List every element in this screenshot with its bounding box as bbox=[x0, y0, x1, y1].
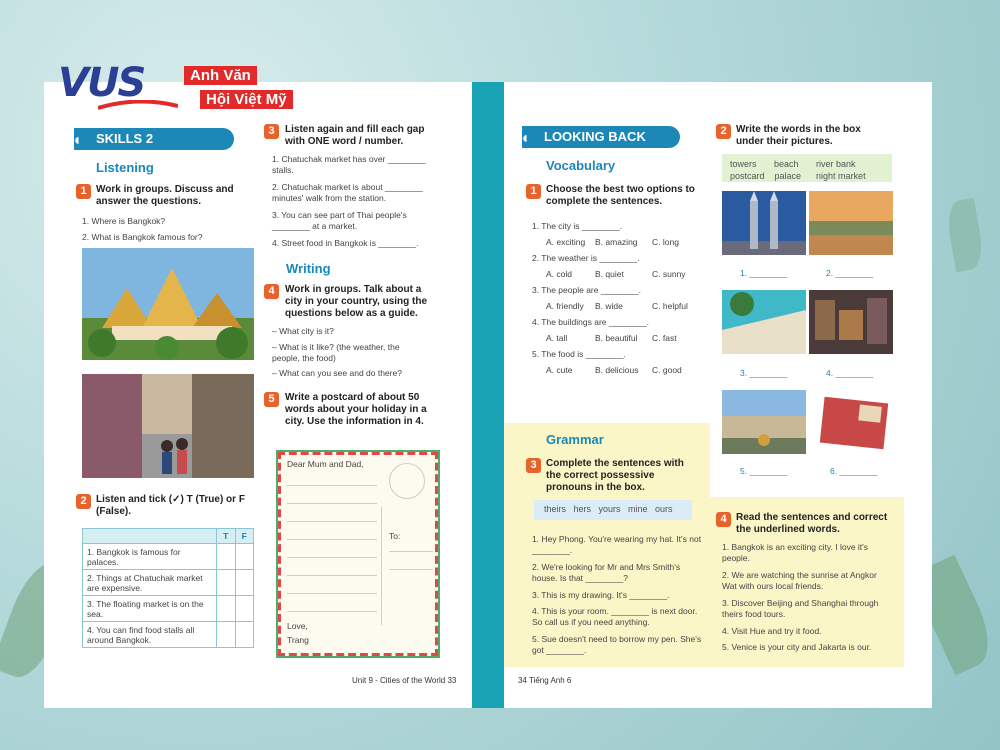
guide-question: – What can you see and do there? bbox=[272, 368, 402, 378]
picture-label: 3. ________ bbox=[740, 368, 788, 378]
night-market-photo bbox=[809, 290, 893, 354]
tick-cell[interactable] bbox=[235, 622, 254, 648]
task-number: 5 bbox=[264, 392, 279, 407]
table-row bbox=[83, 622, 254, 648]
picture-label: 2. ________ bbox=[826, 268, 874, 278]
correction-item: 1. Bangkok is an exciting city. I love it's people. bbox=[722, 542, 869, 563]
postcard-closing: Love, bbox=[287, 621, 308, 631]
task-instruction: Read the sentences and correct the underlined words. bbox=[736, 512, 888, 535]
guide-question: – What city is it? bbox=[272, 326, 334, 336]
answer-option[interactable]: C. helpful bbox=[652, 301, 688, 311]
answer-option[interactable]: B. wide bbox=[595, 301, 623, 311]
vocab-question: 3. The people are ________. bbox=[532, 285, 642, 295]
answer-option[interactable]: C. long bbox=[652, 237, 679, 247]
answer-option[interactable]: A. tall bbox=[546, 333, 568, 343]
write-line bbox=[287, 503, 377, 504]
logo-brand: VUS bbox=[58, 60, 145, 106]
grammar-item: 2. We're looking for Mr and Mrs Smith's house. Is that ________? bbox=[532, 562, 681, 583]
looking-back-banner bbox=[522, 126, 680, 148]
palace-small-photo bbox=[722, 390, 806, 454]
gap-fill-item: 4. Street food in Bangkok is ________. bbox=[272, 238, 419, 248]
statement: 2. Things at Chatuchak market are expensive. bbox=[83, 570, 217, 596]
tick-cell[interactable] bbox=[217, 622, 236, 648]
book-spine bbox=[472, 82, 504, 708]
task-instruction: Work in groups. Discuss and answer the questions. bbox=[96, 184, 234, 207]
tick-cell[interactable] bbox=[235, 570, 254, 596]
address-line bbox=[389, 551, 433, 552]
tick-cell[interactable] bbox=[217, 544, 236, 570]
correction-item: 5. Venice is your city and Jakarta is our. bbox=[722, 642, 872, 652]
task-number: 4 bbox=[264, 284, 279, 299]
gap-fill-item: 3. You can see part of Thai people's ________ at a market. bbox=[272, 210, 407, 231]
answer-option[interactable]: A. cute bbox=[546, 365, 573, 375]
postcard-signature: Trang bbox=[287, 635, 309, 645]
grammar-heading: Grammar bbox=[546, 432, 604, 447]
answer-option[interactable]: A. cold bbox=[546, 269, 572, 279]
task-number: 3 bbox=[264, 124, 279, 139]
vus-logo bbox=[58, 60, 178, 120]
correction-item: 4. Visit Hue and try it food. bbox=[722, 626, 822, 636]
write-line bbox=[287, 611, 377, 612]
grammar-item: 5. Sue doesn't need to borrow my pen. She's got ________. bbox=[532, 634, 702, 655]
question: 1. Where is Bangkok? bbox=[82, 216, 166, 226]
grammar-item: 3. This is my drawing. It's ________. bbox=[532, 590, 670, 600]
gap-fill-item: 1. Chatuchak market has over ________ stalls. bbox=[272, 154, 426, 175]
task-number: 2 bbox=[76, 494, 91, 509]
write-line bbox=[287, 593, 377, 594]
logo-line2: Hội Việt Mỹ bbox=[200, 90, 293, 109]
answer-option[interactable]: C. sunny bbox=[652, 269, 686, 279]
answer-option[interactable]: C. fast bbox=[652, 333, 677, 343]
page-footer: 34 Tiếng Anh 6 bbox=[518, 676, 572, 685]
beach-photo bbox=[722, 290, 806, 354]
table-row bbox=[83, 544, 254, 570]
task-instruction: Choose the best two options to complete the sentences. bbox=[546, 184, 695, 207]
picture-label: 1. ________ bbox=[740, 268, 788, 278]
vocab-question: 1. The city is ________. bbox=[532, 221, 623, 231]
task-instruction: Work in groups. Talk about a city in your country, using the questions below as a guide. bbox=[285, 284, 428, 319]
task-instruction: Complete the sentences with the correct possessive pronouns in the box. bbox=[546, 458, 684, 493]
task-number: 1 bbox=[76, 184, 91, 199]
market-photo bbox=[82, 374, 254, 478]
picture-label: 4. ________ bbox=[826, 368, 874, 378]
word-box-line: postcard palace night market bbox=[730, 171, 866, 181]
banner-title: SKILLS 2 bbox=[96, 131, 154, 146]
logo-line1: Anh Văn bbox=[184, 66, 257, 85]
write-line bbox=[287, 539, 377, 540]
write-line bbox=[287, 557, 377, 558]
task-instruction: Listen again and fill each gap with ONE word / number. bbox=[285, 124, 425, 147]
picture-label: 6. ________ bbox=[830, 466, 878, 476]
answer-option[interactable]: B. delicious bbox=[595, 365, 639, 375]
task-number: 4 bbox=[716, 512, 731, 527]
banner-hook-icon: ◖ bbox=[72, 132, 82, 149]
writing-heading: Writing bbox=[286, 261, 331, 276]
table-header-f: F bbox=[235, 529, 254, 544]
banner-title: LOOKING BACK bbox=[544, 129, 646, 144]
answer-option[interactable]: B. quiet bbox=[595, 269, 624, 279]
true-false-table bbox=[82, 528, 254, 648]
task-instruction: Write a postcard of about 50 words about your holiday in a city. Use the information in 4. bbox=[285, 392, 427, 427]
statement: 1. Bangkok is famous for palaces. bbox=[83, 544, 217, 570]
table-header-t: T bbox=[217, 529, 236, 544]
listening-heading: Listening bbox=[96, 160, 154, 175]
task-instruction: Write the words in the box under their pictures. bbox=[736, 124, 861, 147]
grammar-item: 1. Hey Phong. You're wearing my hat. It's not ________. bbox=[532, 534, 702, 555]
guide-question: – What is it like? (the weather, the people, the food) bbox=[272, 342, 400, 363]
table-row bbox=[83, 596, 254, 622]
pronoun-box: theirs hers yours mine ours bbox=[534, 500, 692, 520]
task-instruction: Listen and tick (✓) T (True) or F (False). bbox=[96, 494, 245, 517]
address-line bbox=[389, 569, 433, 570]
table-header bbox=[83, 529, 217, 544]
towers-photo bbox=[722, 191, 806, 255]
postcard-greeting: Dear Mum and Dad, bbox=[287, 459, 364, 469]
tick-cell[interactable] bbox=[217, 596, 236, 622]
vocab-question: 2. The weather is ________. bbox=[532, 253, 640, 263]
table-row bbox=[83, 570, 254, 596]
postcard-photo bbox=[818, 396, 890, 450]
correction-item: 3. Discover Beijing and Shanghai through theirs food tours. bbox=[722, 598, 879, 619]
write-line bbox=[287, 521, 377, 522]
postcard-to: To: bbox=[389, 531, 401, 541]
tick-cell[interactable] bbox=[235, 596, 254, 622]
answer-option[interactable]: B. beautiful bbox=[595, 333, 638, 343]
tick-cell[interactable] bbox=[235, 544, 254, 570]
word-box-line: towers beach river bank bbox=[730, 159, 856, 169]
answer-option[interactable]: A. exciting bbox=[546, 237, 586, 247]
divider bbox=[381, 507, 382, 625]
task-number: 3 bbox=[526, 458, 541, 473]
task-number: 1 bbox=[526, 184, 541, 199]
answer-option[interactable]: C. good bbox=[652, 365, 682, 375]
task-number: 2 bbox=[716, 124, 731, 139]
write-line bbox=[287, 485, 377, 486]
correction-item: 2. We are watching the sunrise at Angkor Wat with ours local friends. bbox=[722, 570, 877, 591]
write-line bbox=[287, 575, 377, 576]
palace-photo bbox=[82, 248, 254, 360]
gap-fill-item: 2. Chatuchak market is about ________ minutes' walk from the station. bbox=[272, 182, 423, 203]
vocabulary-heading: Vocabulary bbox=[546, 158, 616, 173]
page-footer: Unit 9 - Cities of the World 33 bbox=[352, 676, 457, 685]
statement: 3. The floating market is on the sea. bbox=[83, 596, 217, 622]
logo-swoosh-icon bbox=[98, 100, 178, 114]
statement: 4. You can find food stalls all around Bangkok. bbox=[83, 622, 217, 648]
river-bank-photo bbox=[809, 191, 893, 255]
question: 2. What is Bangkok famous for? bbox=[82, 232, 203, 242]
vocab-question: 4. The buildings are ________. bbox=[532, 317, 650, 327]
vocab-question: 5. The food is ________. bbox=[532, 349, 626, 359]
word-box bbox=[722, 154, 892, 182]
answer-option[interactable]: A. friendly bbox=[546, 301, 584, 311]
picture-label: 5. ________ bbox=[740, 466, 788, 476]
answer-option[interactable]: B. amazing bbox=[595, 237, 638, 247]
postcard bbox=[277, 451, 439, 657]
skills-banner bbox=[74, 128, 234, 150]
postmark-icon bbox=[389, 463, 425, 499]
grammar-item: 4. This is your room. ________ is next door. So call us if you need anything. bbox=[532, 606, 698, 627]
banner-hook-icon: ◖ bbox=[520, 130, 530, 147]
tick-cell[interactable] bbox=[217, 570, 236, 596]
